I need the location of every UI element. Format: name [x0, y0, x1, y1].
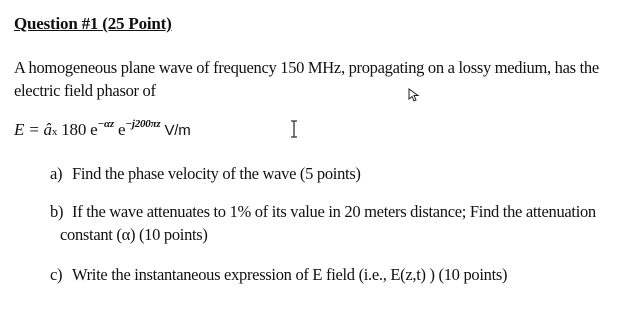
equation-units: V/m [164, 122, 191, 139]
intro-line-2: electric field phasor of [14, 81, 156, 100]
equation-exponent-phase: −j200πz [125, 118, 161, 130]
item-marker: c) [50, 265, 63, 284]
intro-line-1: A homogeneous plane wave of frequency 150 MHz, propagating on a lossy medium, has the [14, 58, 599, 77]
equation-exponent-attenuation: −αz [97, 118, 114, 130]
item-text-continued: constant (α) (10 points) [60, 225, 208, 244]
sub-question-a [50, 162, 361, 185]
question-intro [14, 56, 614, 102]
sub-question-c [50, 263, 507, 286]
equation-lhs: E = â [14, 120, 52, 139]
equation-middle: e [113, 120, 126, 139]
equation-coefficient: 180 e [57, 120, 98, 139]
electric-field-equation [14, 120, 191, 140]
question-title: Question #1 (25 Point) [14, 14, 172, 33]
item-text: Write the instantaneous expression of E field (i.e., E(z,t) ) (10 points) [72, 265, 508, 284]
item-marker: b) [50, 202, 64, 221]
ibeam-cursor-icon [289, 120, 299, 138]
item-text: Find the phase velocity of the wave (5 points) [72, 164, 361, 183]
item-text: If the wave attenuates to 1% of its value in 20 meters distance; Find the attenuation [72, 202, 596, 221]
equation-subscript: x [51, 126, 58, 138]
item-marker: a) [50, 164, 63, 183]
sub-question-b [50, 200, 596, 246]
arrow-cursor-icon [408, 88, 420, 102]
